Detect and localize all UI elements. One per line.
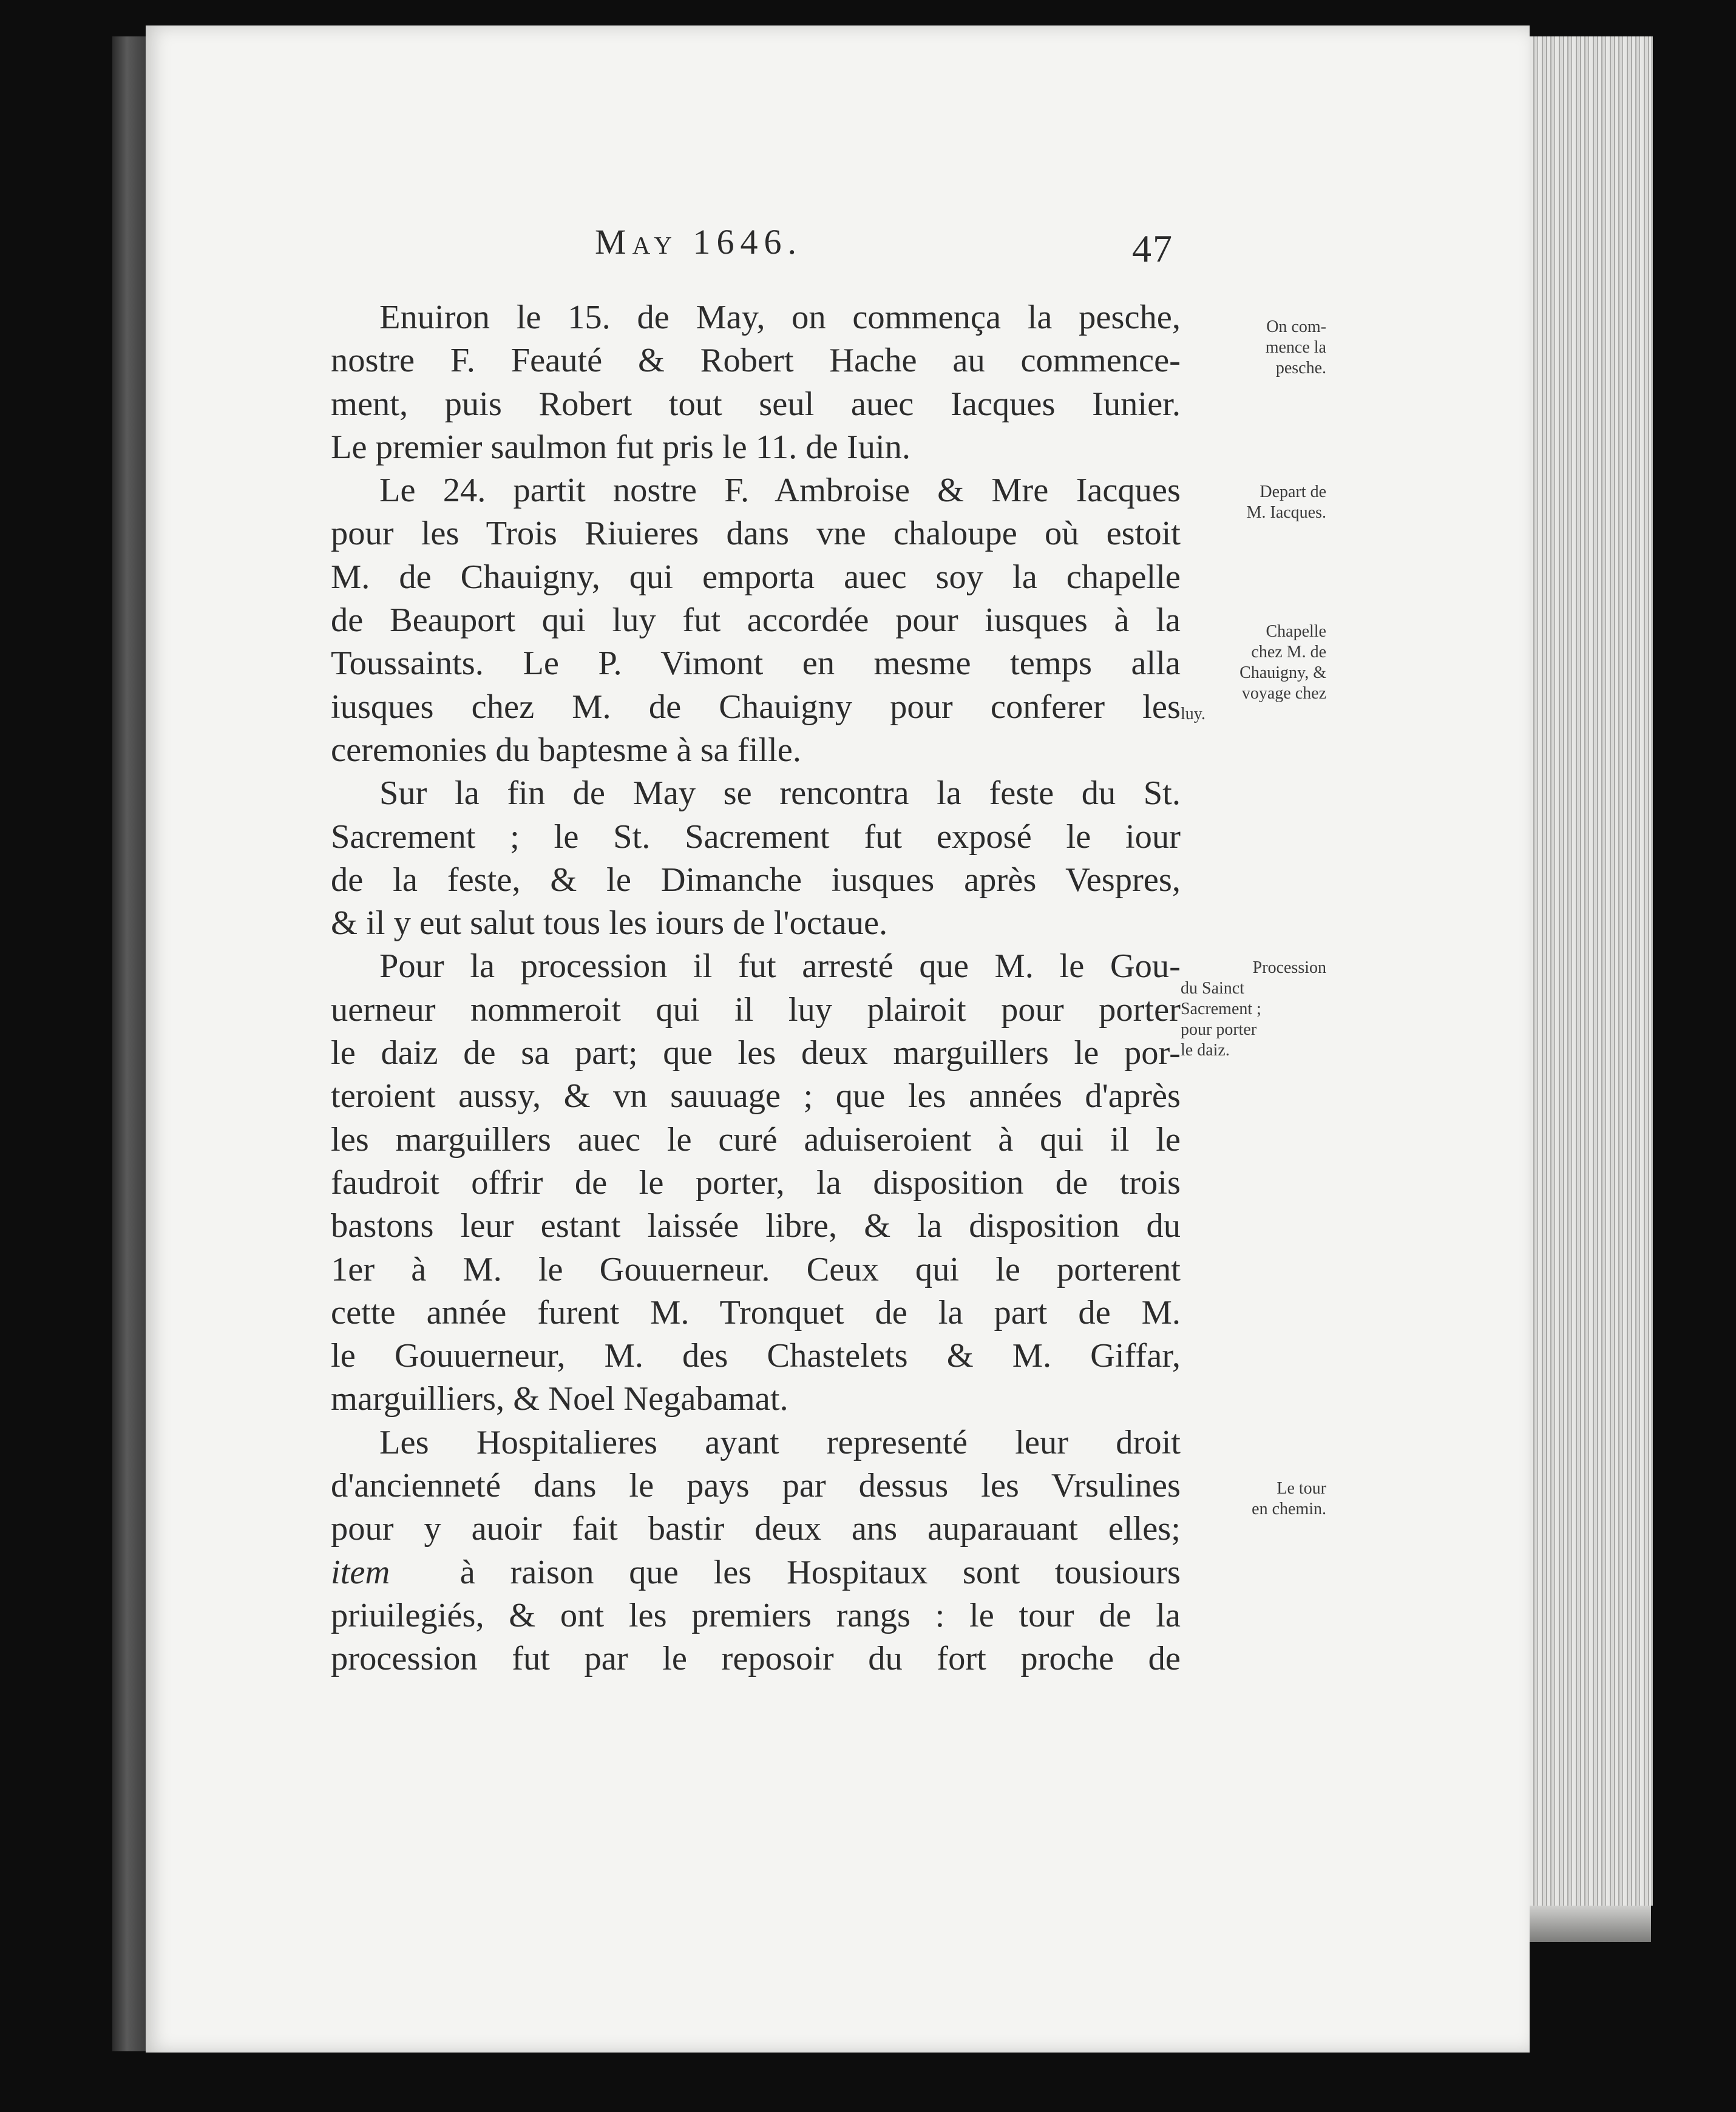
- text-line: ment, puis Robert tout seul auec Iacques Iunier.: [331, 385, 1181, 423]
- page-edges: [1530, 36, 1653, 1906]
- text-line: priuilegiés, & ont les premiers rangs : le tour de la: [331, 1596, 1181, 1634]
- margin-note-line: du Sainct: [1181, 979, 1244, 998]
- text-line: le daiz de sa part; que les deux marguillers le por-: [331, 1034, 1181, 1072]
- text-line: M. de Chauigny, qui emporta auec soy la chapelle: [331, 558, 1181, 596]
- margin-note-line: Chauigny, &: [1239, 663, 1326, 682]
- text-line: Sacrement ; le St. Sacrement fut exposé le iour: [331, 817, 1181, 856]
- text-line: bastons leur estant laissée libre, & la disposition du: [331, 1207, 1181, 1245]
- margin-note-line: en chemin.: [1252, 1500, 1326, 1518]
- text-line: nostre F. Feauté & Robert Hache au commence-: [331, 342, 1181, 380]
- text-line: pour les Trois Riuieres dans vne chaloupe où estoit: [331, 515, 1181, 553]
- margin-note-line: Le tour: [1277, 1479, 1326, 1498]
- text-line: iusques chez M. de Chauigny pour conferer les: [331, 688, 1181, 726]
- text-line: Pour la procession il fut arresté que M. le Gou-: [379, 947, 1181, 986]
- margin-note-line: Sacrement ;: [1181, 1000, 1261, 1018]
- text-line-rest: à raison que les Hospitaux sont tousiours: [459, 1553, 1181, 1591]
- text-line: Toussaints. Le P. Vimont en mesme temps alla: [331, 645, 1181, 683]
- margin-note-chapelle: [1181, 621, 1326, 725]
- text-line: faudroit offrir de le porter, la disposition de trois: [331, 1163, 1181, 1202]
- margin-note-tour: [1181, 1478, 1326, 1520]
- text-line: teroient aussy, & vn sauuage ; que les années d'après: [331, 1077, 1181, 1115]
- margin-note-depart: [1181, 482, 1326, 523]
- italic-word: item: [331, 1553, 390, 1591]
- text-line: procession fut par le reposoir du fort proche de: [331, 1640, 1181, 1678]
- body-text: [331, 296, 1181, 1681]
- margin-note-line: mence la: [1265, 338, 1326, 357]
- text-line: uerneur nommeroit qui il luy plairoit pour porter: [331, 990, 1181, 1029]
- text-line: cette année furent M. Tronquet de la part de M.: [331, 1293, 1181, 1332]
- text-line: 1er à M. le Gouuerneur. Ceux qui le porterent: [331, 1250, 1181, 1288]
- margin-note-line: M. Iacques.: [1246, 503, 1326, 522]
- text-line: Enuiron le 15. de May, on commença la pesche,: [379, 299, 1181, 336]
- margin-note-procession: [1181, 958, 1326, 1061]
- margin-note-line: Procession: [1252, 958, 1326, 977]
- text-line: Les Hospitalieres ayant representé leur droit: [379, 1423, 1181, 1461]
- text-line: les marguillers auec le curé aduiseroient à qui il le: [331, 1120, 1181, 1159]
- text-line: marguilliers, & Noel Negabamat.: [331, 1380, 788, 1418]
- margin-note-line: Depart de: [1260, 482, 1326, 501]
- margin-note-peche: [1181, 317, 1326, 379]
- text-line: de la feste, & le Dimanche iusques après Vespres,: [331, 861, 1181, 899]
- margin-note-line: chez M. de: [1251, 643, 1326, 662]
- running-title: May 1646.: [595, 222, 803, 262]
- page-number: 47: [1132, 227, 1173, 270]
- margin-note-line: voyage chez: [1241, 684, 1326, 703]
- text-line: de Beauport qui luy fut accordée pour iusques à la: [331, 601, 1181, 640]
- text-line: Sur la fin de May se rencontra la feste du St.: [379, 774, 1181, 813]
- margin-note-line: On com-: [1266, 317, 1326, 336]
- text-line: ceremonies du baptesme à sa fille.: [331, 731, 801, 769]
- text-line: Le 24. partit nostre F. Ambroise & Mre Iacques: [379, 472, 1181, 510]
- book-gutter-shadow: [112, 36, 149, 2051]
- margin-note-line: luy.: [1181, 705, 1205, 723]
- margin-note-line: pour porter: [1181, 1020, 1257, 1039]
- text-line: & il y eut salut tous les iours de l'octaue.: [331, 904, 888, 943]
- text-line: d'ancienneté dans le pays par dessus les Vrsulines: [331, 1467, 1181, 1505]
- margin-note-line: le daiz.: [1181, 1041, 1230, 1060]
- text-line: le Gouuerneur, M. des Chastelets & M. Giffar,: [331, 1337, 1181, 1375]
- running-head: [337, 222, 1187, 276]
- text-line: pour y auoir fait bastir deux ans auparauant elles;: [331, 1510, 1181, 1548]
- margin-note-line: Chapelle: [1266, 622, 1326, 641]
- text-line: Le premier saulmon fut pris le 11. de Iuin.: [331, 428, 911, 466]
- margin-note-line: pesche.: [1275, 359, 1326, 377]
- text-line-with-italic: [331, 1551, 1181, 1594]
